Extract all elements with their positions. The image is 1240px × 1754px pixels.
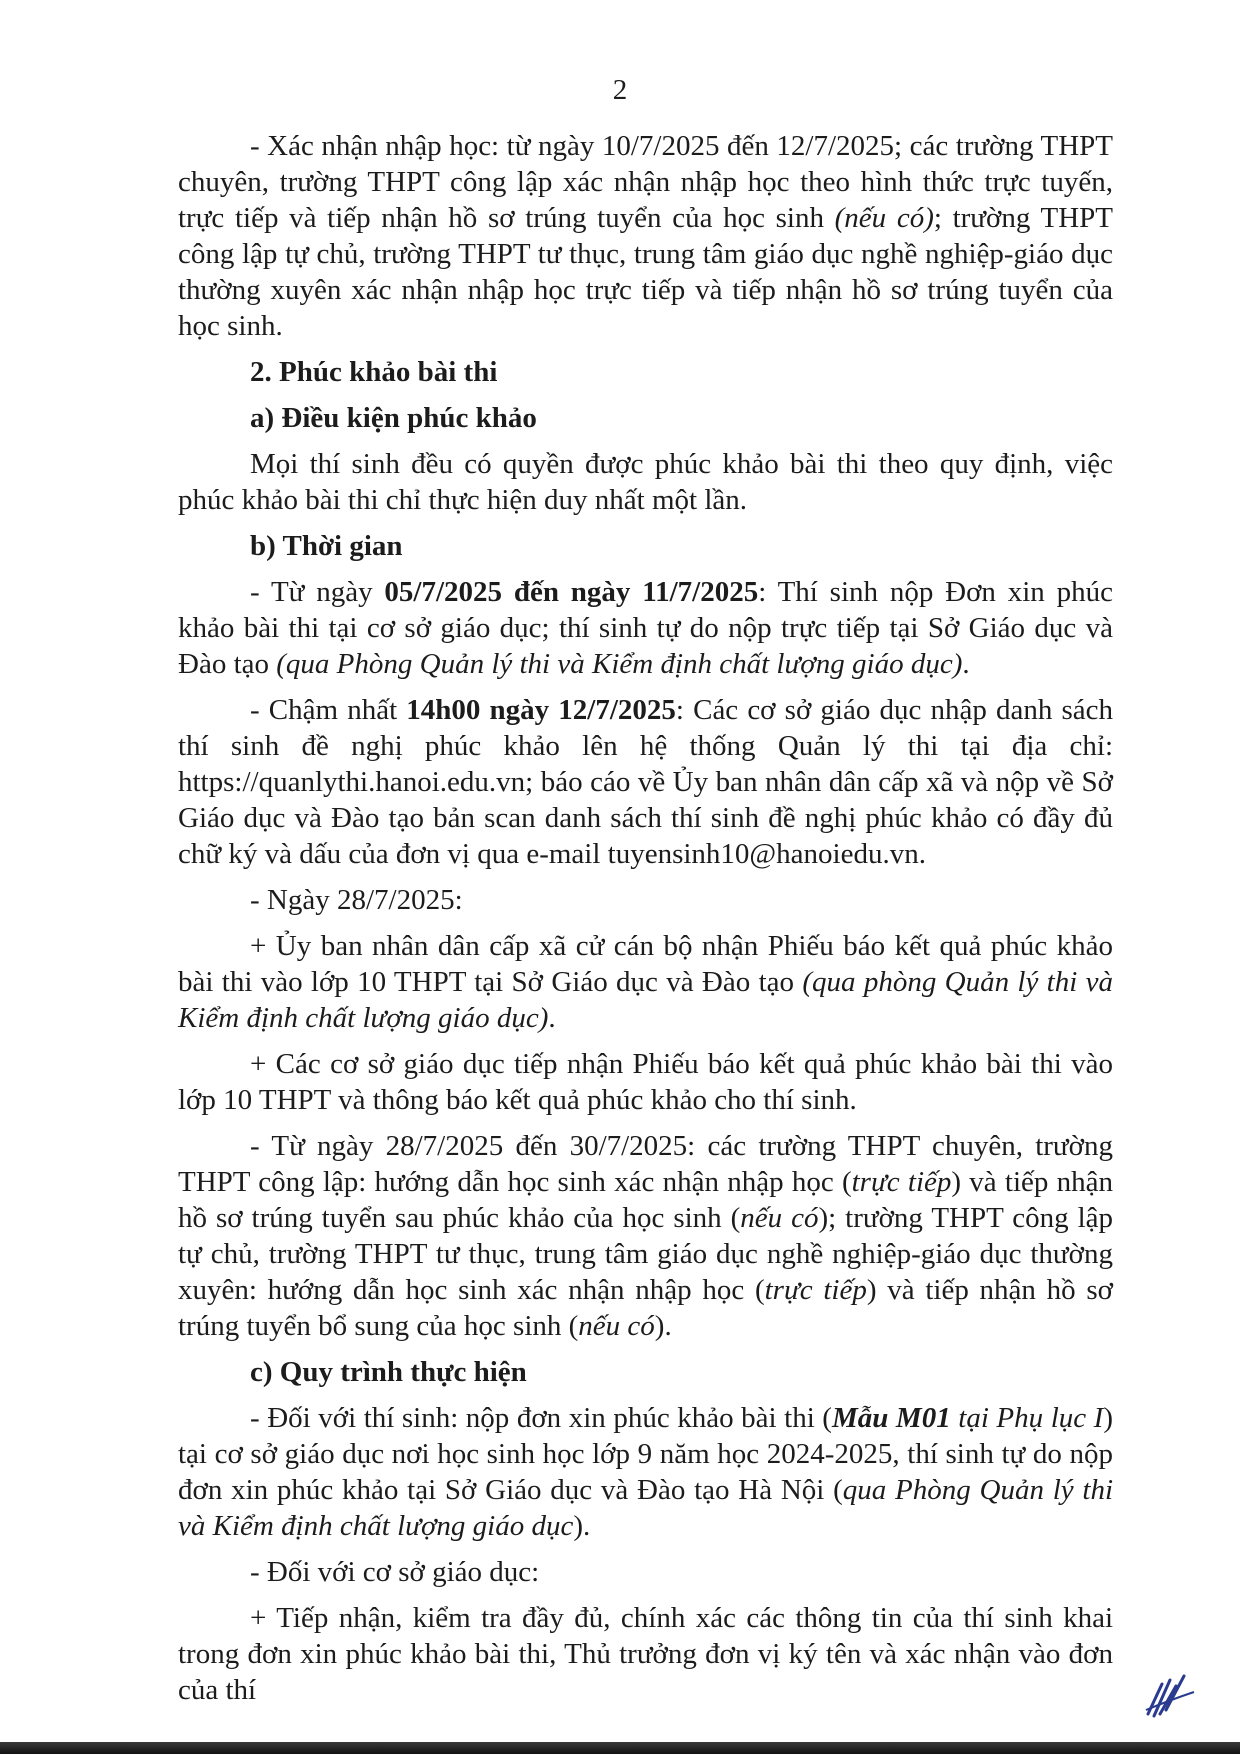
paragraph-conditions: Mọi thí sinh đều có quyền được phúc khảo bài thi theo quy định, việc phúc khảo bài thi chỉ thực hiện duy nhất một lần.: [178, 448, 1113, 516]
subheading-time: b) Thời gian: [250, 530, 403, 562]
document-body: [178, 128, 1113, 1718]
paragraph-result-date: - Ngày 28/7/2025:: [250, 884, 463, 916]
paragraph-submission-period: - Từ ngày 05/7/2025 đến ngày 11/7/2025: Thí sinh nộp Đơn xin phúc khảo bài thi tại cơ sở giáo dục; thí sinh tự do nộp trực tiếp tại Sở Giáo dục và Đào tạo (qua Phòng Quản lý thi và Kiểm định chất lượng giáo dục).: [178, 576, 1113, 680]
page-number: 2: [612, 74, 628, 106]
subheading-conditions: a) Điều kiện phúc khảo: [250, 402, 537, 434]
paragraph-school-verification: + Tiếp nhận, kiểm tra đầy đủ, chính xác các thông tin của thí sinh khai trong đơn xin phúc khảo bài thi, Thủ trưởng đơn vị ký tên và xác nhận vào đơn của thí: [178, 1602, 1113, 1706]
paragraph-deadline: - Chậm nhất 14h00 ngày 12/7/2025: Các cơ sở giáo dục nhập danh sách thí sinh đề nghị phúc khảo lên hệ thống Quản lý thi tại địa chỉ: https://quanlythi.hanoi.edu.vn; báo cáo về Ủy ban nhân dân cấp xã và nộp về Sở Giáo dục và Đào tạo bản scan danh sách thí sinh đề nghị phúc khảo có đầy đủ chữ ký và dấu của đơn vị qua e-mail tuyensinh10@hanoiedu.vn.: [178, 694, 1114, 870]
paragraph-enrollment-confirmation: - Xác nhận nhập học: từ ngày 10/7/2025 đến 12/7/2025; các trường THPT chuyên, trường THPT công lập xác nhận nhập học theo hình thức trực tuyến, trực tiếp và tiếp nhận hồ sơ trúng tuyển của học sinh (nếu có); trường THPT công lập tự chủ, trường THPT tư thục, trung tâm giáo dục nghề nghiệp-giáo dục thường xuyên xác nhận nhập học trực tiếp và tiếp nhận hồ sơ trúng tuyển của học sinh.: [178, 130, 1113, 342]
paragraph-candidate-procedure: - Đối với thí sinh: nộp đơn xin phúc khảo bài thi (Mẫu M01 tại Phụ lục I) tại cơ sở giáo dục nơi học sinh học lớp 9 năm học 2024-2025, thí sinh tự do nộp đơn xin phúc khảo tại Sở Giáo dục và Đào tạo Hà Nội (qua Phòng Quản lý thi và Kiểm định chất lượng giáo dục).: [178, 1402, 1113, 1542]
paragraph-school-receipt: + Các cơ sở giáo dục tiếp nhận Phiếu báo kết quả phúc khảo bài thi vào lớp 10 THPT và thông báo kết quả phúc khảo cho thí sinh.: [178, 1048, 1113, 1116]
scan-bottom-edge: [0, 1742, 1240, 1754]
initial-signature-icon: [1140, 1670, 1200, 1720]
subheading-procedure: c) Quy trình thực hiện: [250, 1356, 527, 1388]
paragraph-commune-receipt: + Ủy ban nhân dân cấp xã cử cán bộ nhận Phiếu báo kết quả phúc khảo bài thi vào lớp 10 THPT tại Sở Giáo dục và Đào tạo (qua phòng Quản lý thi và Kiểm định chất lượng giáo dục).: [178, 930, 1113, 1034]
paragraph-school-procedure: - Đối với cơ sở giáo dục:: [250, 1556, 540, 1588]
paragraph-post-appeal-enrollment: - Từ ngày 28/7/2025 đến 30/7/2025: các trường THPT chuyên, trường THPT công lập: hướng dẫn học sinh xác nhận nhập học (trực tiếp) và tiếp nhận hồ sơ trúng tuyển sau phúc khảo của học sinh (nếu có); trường THPT công lập tự chủ, trường THPT tư thục, trung tâm giáo dục nghề nghiệp-giáo dục thường xuyên: hướng dẫn học sinh xác nhận nhập học (trực tiếp) và tiếp nhận hồ sơ trúng tuyển bổ sung của học sinh (nếu có).: [178, 1130, 1114, 1342]
section-heading-appeal: 2. Phúc khảo bài thi: [250, 356, 498, 388]
